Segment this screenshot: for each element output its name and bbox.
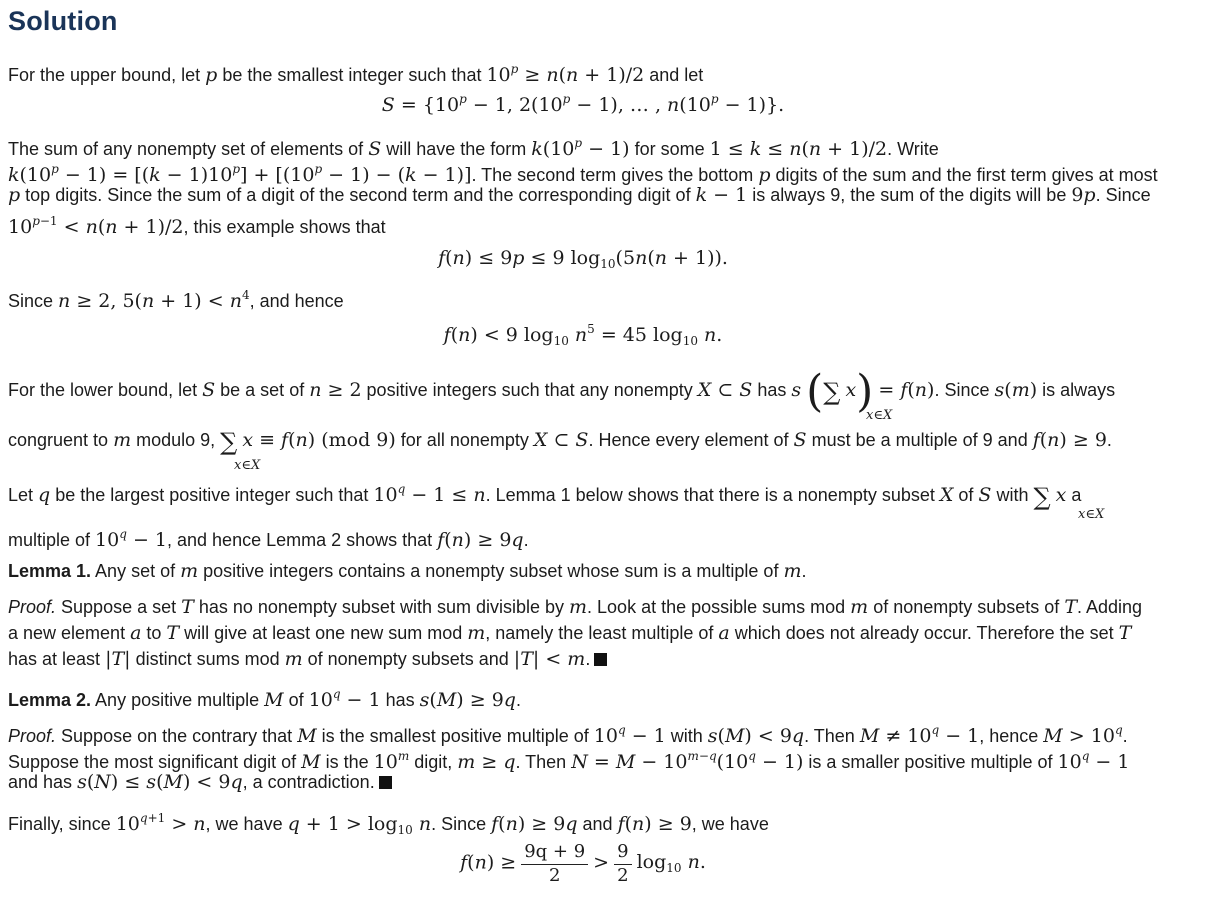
sum-subscript-x-in-x: x∈X <box>866 408 893 423</box>
proof-1-line2: a new element a to T will give at least one new sum mod m, namely the least multiple of a which does not already occur. Therefore the set T <box>8 622 1132 644</box>
paragraph-lower-bound-line1: For the lower bound, let S be a set of n ≥ 2 positive integers such that any nonempty X ⊂ S has s (∑ x) = f(n). Since s(m) is always <box>8 366 1116 417</box>
proof-1-line1: Proof. Suppose a set T has no nonempty subset with sum divisible by m. Look at the possible sums mod m of nonempty subsets of T. Adding <box>8 596 1143 618</box>
equation-upper-bound-final: f(n) < 9 $\log_{10} n^5 = 45$ $\log_{10} n$. <box>443 322 723 348</box>
proof-2-line1: Proof. Suppose on the contrary that M is the smallest positive multiple of $10^q - 1$ with s(M) < 9q. Then $M \ne 10^q - 1$, hence $M > 10^q$. <box>8 723 1128 747</box>
proof-2-line2: Suppose the most significant digit of M is the 10$^m$ digit, m ≥ q. Then $N = M - 10^{m-q}(10^q - 1)$ is a smaller positive multiple of $10^q - 1$ <box>8 749 1130 773</box>
paragraph-finally: Finally, since $10^{q+1} > n$, we have $q + 1 > \log_{10} n$. Since f(n) ≥ 9q and f(n) ≥ 9, we have <box>8 811 769 837</box>
paragraph-since-n: Since n ≥ 2, $5(n + 1) < n^4$, and hence <box>8 288 344 312</box>
sum-subscript-x-in-x: x∈X <box>234 458 261 473</box>
lemma-1-label: Lemma 1. <box>8 561 92 581</box>
fraction-9-over-2: $\frac{9}{2}$ <box>614 840 631 887</box>
paragraph-sum-form-line2: $k(10^p - 1) = [(k - 1)10^p] + [(10^p - 1) - (k - 1)]$. The second term gives the bottom p digits of the sum and the first term gives at most <box>8 162 1158 186</box>
proof-1-label: Proof. <box>8 597 57 617</box>
section-heading: Solution <box>8 6 118 36</box>
paragraph-lower-bound-line3: Let q be the largest positive integer such that $10^q - 1 \le n$. Lemma 1 below shows that there is a nonempty subset X of S with ∑ x a <box>8 482 1082 511</box>
lemma-2: Lemma 2. Any positive multiple M of $10^q - 1$ has s(M) ≥ 9q. <box>8 687 521 711</box>
paragraph-lower-bound-line4: multiple of $10^q - 1$, and hence Lemma 2 shows that f(n) ≥ 9q. <box>8 527 529 551</box>
equation-lower-bound-final: f(n) ≥ $\frac{9q + 9}{2}$ > $\frac{9}{2}$ $\log_{10} n$. <box>460 841 706 886</box>
proof-2-label: Proof. <box>8 726 57 746</box>
paragraph-upper-bound-intro: For the upper bound, let p be the smallest integer such that $10^p \ge n(n + 1)/2$ and let <box>8 62 704 86</box>
proof-1-line3: has at least |T| distinct sums mod m of nonempty subsets and |T| < m. <box>8 648 607 670</box>
lemma-2-label: Lemma 2. <box>8 690 92 710</box>
proof-2-line3: and has s(N) ≤ s(M) < 9q, a contradiction. <box>8 771 392 793</box>
paragraph-sum-form-line3: p top digits. Since the sum of a digit of the second term and the corresponding digit of k − 1 is always 9, the sum of the digits will be 9p. Since <box>8 184 1151 206</box>
equation-set-s: $S = \{10^p - 1$, $2(10^p - 1)$, … , $n(10^p - 1)$}. <box>381 92 785 116</box>
qed-square-icon <box>594 653 607 666</box>
equation-upper-bound-log: f(n) ≤ 9p ≤ 9 $\log_{10}(5n(n + 1))$. <box>438 247 728 271</box>
paragraph-sum-form-line4: $10^{p-1} < n(n + 1)/2$, this example shows that <box>8 214 386 238</box>
paragraph-lower-bound-line2: congruent to m modulo 9, ∑ x ≡ f(n) (mod 9) for all nonempty X ⊂ S. Hence every element of S must be a multiple of 9 and f(n) ≥ 9. <box>8 428 1112 456</box>
sum-subscript-x-in-x: x∈X <box>1078 507 1105 522</box>
fraction-9q-plus-9-over-2: $\frac{9q + 9}{2}$ <box>521 840 588 887</box>
paragraph-sum-form-line1: The sum of any nonempty set of elements of S will have the form $k(10^p - 1)$ for some 1 ≤ k ≤ n(n + 1)/2. Write <box>8 136 939 160</box>
qed-square-icon <box>379 776 392 789</box>
lemma-1: Lemma 1. Any set of m positive integers contains a nonempty subset whose sum is a multiple of m. <box>8 560 807 582</box>
